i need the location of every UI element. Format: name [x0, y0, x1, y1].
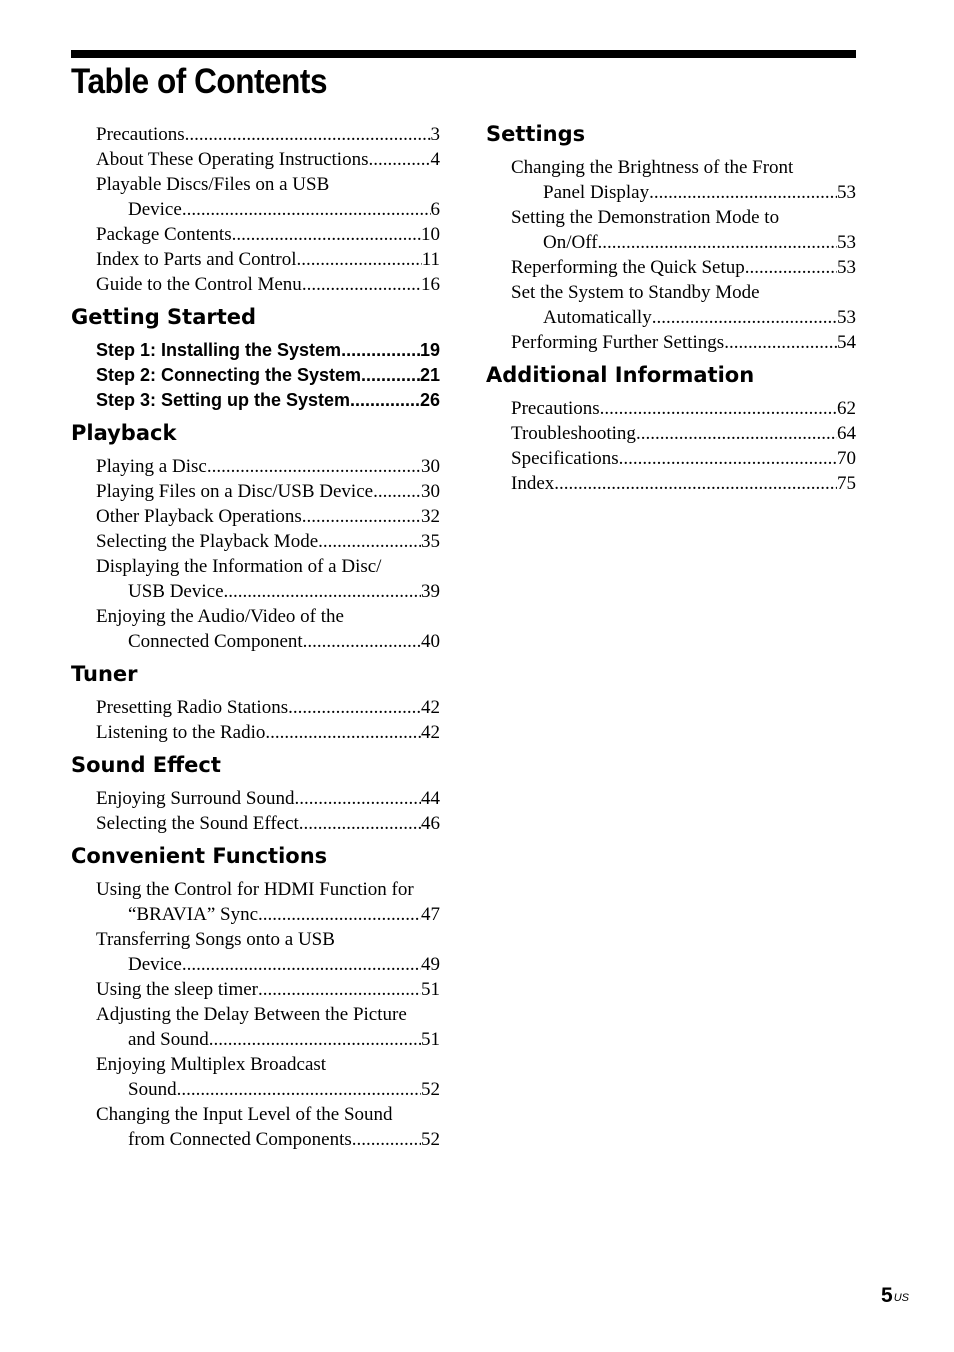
toc-entry-row	[96, 363, 440, 388]
toc-entry-text: Adjusting the Delay Between the Picture	[96, 1004, 407, 1025]
toc-page-number: 40	[421, 631, 440, 652]
toc-page-number: 53	[837, 232, 856, 253]
toc-page-number: 42	[421, 697, 440, 718]
dot-leader	[619, 446, 837, 471]
dot-leader	[185, 122, 431, 147]
toc-entry-text: Step 1: Installing the System	[96, 340, 342, 360]
toc-entry-row	[511, 396, 856, 421]
toc-entry-text: Precautions	[511, 398, 600, 419]
toc-page-number: 53	[837, 182, 856, 203]
toc-entry-row	[96, 579, 440, 604]
toc-entry-row	[96, 786, 440, 811]
toc-entry-row	[511, 471, 856, 496]
toc-entry[interactable]	[96, 554, 440, 604]
toc-page-number: 21	[419, 365, 440, 385]
toc-entry-text: Index to Parts and Control	[96, 249, 297, 270]
toc-page-number: 52	[421, 1079, 440, 1100]
toc-entry-row	[96, 952, 440, 977]
toc-page-number: 70	[837, 448, 856, 469]
toc-entry-row	[511, 180, 856, 205]
toc-entry-text: from Connected Components	[128, 1129, 352, 1150]
toc-entry-text: Index	[511, 473, 555, 494]
page-title: Table of Contents	[71, 62, 328, 101]
toc-entry[interactable]	[96, 1102, 440, 1152]
toc-entry[interactable]	[96, 504, 440, 529]
toc-entry-text: Device	[128, 199, 182, 220]
toc-entry-text: Performing Further Settings	[511, 332, 725, 353]
dot-leader	[373, 479, 421, 504]
toc-entry-text: On/Off	[543, 232, 598, 253]
toc-entry[interactable]	[96, 927, 440, 977]
toc-page-number: 3	[430, 124, 440, 145]
toc-entry[interactable]	[96, 720, 440, 745]
toc-entry-text: Connected Component	[128, 631, 303, 652]
toc-page-number: 35	[421, 531, 440, 552]
toc-entry-text: “BRAVIA” Sync	[128, 904, 259, 925]
dot-leader	[265, 720, 421, 745]
toc-entry-text: Playing a Disc	[96, 456, 207, 477]
toc-page-number: 46	[421, 813, 440, 834]
toc-entry[interactable]	[511, 446, 856, 471]
toc-page-number: 75	[837, 473, 856, 494]
toc-entry-text: Displaying the Information of a Disc/	[96, 556, 382, 577]
toc-page-number: 16	[421, 274, 440, 295]
dot-leader	[600, 396, 837, 421]
toc-entry-row	[96, 479, 440, 504]
toc-entry-text: Enjoying the Audio/Video of the	[96, 606, 344, 627]
section-heading: Getting Started	[71, 305, 257, 329]
toc-entry[interactable]	[96, 877, 440, 927]
toc-entry-text: Presetting Radio Stations	[96, 697, 289, 718]
toc-entry-text: Package Contents	[96, 224, 232, 245]
toc-entry-row	[96, 1027, 440, 1052]
toc-entry[interactable]	[511, 396, 856, 421]
toc-entry[interactable]	[96, 272, 440, 297]
dot-leader	[361, 363, 420, 388]
toc-entry[interactable]	[96, 147, 440, 172]
toc-entry-text: Sound	[128, 1079, 177, 1100]
toc-page-number: 53	[837, 307, 856, 328]
toc-page-number: 39	[421, 581, 440, 602]
dot-leader	[352, 1127, 421, 1152]
toc-entry-text: Step 2: Connecting the System	[96, 365, 362, 385]
toc-entry-text: Changing the Input Level of the Sound	[96, 1104, 393, 1125]
toc-entry-text: Automatically	[543, 307, 652, 328]
toc-entry-row	[96, 811, 440, 836]
header-rule	[71, 50, 856, 58]
toc-page-number: 49	[421, 954, 440, 975]
toc-column-left	[71, 122, 440, 1152]
toc-entry[interactable]	[96, 604, 440, 654]
toc-entry[interactable]	[96, 338, 440, 363]
dot-leader	[232, 222, 421, 247]
toc-page-number: 62	[837, 398, 856, 419]
toc-page-number: 4	[430, 149, 440, 170]
toc-entry-text: About These Operating Instructions	[96, 149, 369, 170]
toc-entry[interactable]	[96, 1002, 440, 1052]
toc-page-number: 44	[421, 788, 440, 809]
section-heading: Additional Information	[486, 363, 755, 387]
toc-page-number: 53	[837, 257, 856, 278]
dot-leader	[724, 330, 837, 355]
toc-entry-row	[96, 629, 440, 654]
toc-entry-row	[96, 504, 440, 529]
dot-leader	[636, 421, 837, 446]
toc-entry[interactable]	[96, 172, 440, 222]
dot-leader	[745, 255, 837, 280]
dot-leader	[318, 529, 421, 554]
dot-leader	[288, 695, 421, 720]
toc-entry[interactable]	[96, 695, 440, 720]
toc-entry[interactable]	[511, 280, 856, 330]
toc-page-number: 51	[421, 979, 440, 1000]
toc-entry-row	[511, 230, 856, 255]
toc-entry-text: Specifications	[511, 448, 619, 469]
toc-page-number: 10	[421, 224, 440, 245]
toc-entry-text: Using the Control for HDMI Function for	[96, 879, 414, 900]
toc-entry-row	[96, 529, 440, 554]
toc-page-number: 51	[421, 1029, 440, 1050]
toc-entry-text: Set the System to Standby Mode	[511, 282, 760, 303]
toc-entry-text: USB Device	[128, 581, 224, 602]
toc-entry-row	[96, 1077, 440, 1102]
toc-entry[interactable]	[96, 247, 440, 272]
toc-entry-row	[96, 1127, 440, 1152]
dot-leader	[302, 272, 421, 297]
dot-leader	[177, 1077, 421, 1102]
toc-page-number: 54	[837, 332, 856, 353]
toc-entry[interactable]	[96, 388, 440, 413]
section-heading: Tuner	[71, 662, 138, 686]
dot-leader	[299, 811, 421, 836]
toc-entry-row	[96, 388, 440, 413]
toc-entry-row	[96, 122, 440, 147]
dot-leader	[258, 902, 421, 927]
toc-entry-row	[96, 338, 440, 363]
toc-column-right	[486, 122, 856, 496]
toc-entry[interactable]	[96, 363, 440, 388]
dot-leader	[224, 579, 421, 604]
toc-page-number: 26	[419, 390, 440, 410]
toc-page-number: 42	[421, 722, 440, 743]
toc-entry[interactable]	[511, 155, 856, 205]
dot-leader	[652, 305, 837, 330]
toc-entry-text: Playing Files on a Disc/USB Device	[96, 481, 374, 502]
toc-entry-row	[96, 454, 440, 479]
toc-entry-row	[96, 720, 440, 745]
section-heading: Sound Effect	[71, 753, 221, 777]
toc-entry-text: Troubleshooting	[511, 423, 636, 444]
dot-leader	[182, 952, 421, 977]
section-heading: Settings	[486, 122, 586, 146]
toc-entry-text: Step 3: Setting up the System	[96, 390, 351, 410]
toc-entry-row	[96, 222, 440, 247]
toc-entry-text: Changing the Brightness of the Front	[511, 157, 794, 178]
toc-entry[interactable]	[96, 1052, 440, 1102]
toc-entry-text: Selecting the Playback Mode	[96, 531, 319, 552]
dot-leader	[350, 388, 420, 413]
toc-entry-row	[511, 446, 856, 471]
page-number-suffix: US	[893, 1292, 909, 1304]
dot-leader	[303, 629, 421, 654]
dot-leader	[368, 147, 430, 172]
toc-page-number: 47	[421, 904, 440, 925]
dot-leader	[302, 504, 421, 529]
toc-entry-row	[96, 902, 440, 927]
dot-leader	[209, 1027, 421, 1052]
toc-entry-text: Transferring Songs onto a USB	[96, 929, 335, 950]
toc-entry-text: Enjoying Multiplex Broadcast	[96, 1054, 327, 1075]
toc-entry-text: Guide to the Control Menu	[96, 274, 302, 295]
page-number-value: 5	[881, 1284, 893, 1307]
dot-leader	[182, 197, 431, 222]
toc-entry-text: Other Playback Operations	[96, 506, 302, 527]
toc-entry-row	[96, 977, 440, 1002]
toc-entry-row	[96, 247, 440, 272]
toc-page-number: 30	[421, 481, 440, 502]
toc-entry[interactable]	[96, 977, 440, 1002]
toc-entry-text: Listening to the Radio	[96, 722, 266, 743]
toc-entry-row	[511, 421, 856, 446]
toc-entry[interactable]	[511, 255, 856, 280]
dot-leader	[294, 786, 421, 811]
toc-entry[interactable]	[511, 205, 856, 255]
toc-entry-text: Setting the Demonstration Mode to	[511, 207, 780, 228]
toc-entry-text: Enjoying Surround Sound	[96, 788, 295, 809]
toc-entry[interactable]	[511, 421, 856, 446]
toc-entry[interactable]	[511, 471, 856, 496]
toc-page-number: 30	[421, 456, 440, 477]
page-number	[881, 1283, 909, 1309]
section-heading: Playback	[71, 421, 177, 445]
section-heading: Convenient Functions	[71, 844, 328, 868]
toc-entry[interactable]	[96, 222, 440, 247]
toc-entry-row	[96, 197, 440, 222]
toc-entry-text: Panel Display	[543, 182, 650, 203]
toc-entry-text: Precautions	[96, 124, 185, 145]
toc-entry[interactable]	[96, 811, 440, 836]
toc-entry-row	[511, 255, 856, 280]
toc-entry-row	[511, 305, 856, 330]
toc-entry-row	[511, 330, 856, 355]
toc-entry[interactable]	[96, 479, 440, 504]
toc-entry-row	[96, 695, 440, 720]
toc-entry-text: Using the sleep timer	[96, 979, 258, 1000]
toc-entry-row	[96, 272, 440, 297]
dot-leader	[341, 338, 420, 363]
dot-leader	[297, 247, 422, 272]
toc-entry-text: Device	[128, 954, 182, 975]
toc-page-number: 6	[430, 199, 440, 220]
toc-entry[interactable]	[96, 454, 440, 479]
toc-entry[interactable]	[511, 330, 856, 355]
toc-page-number: 52	[421, 1129, 440, 1150]
toc-entry-text: Selecting the Sound Effect	[96, 813, 299, 834]
toc-entry-text: Playable Discs/Files on a USB	[96, 174, 330, 195]
dot-leader	[207, 454, 421, 479]
toc-entry-text: Reperforming the Quick Setup	[511, 257, 745, 278]
toc-page-number: 32	[421, 506, 440, 527]
toc-page-number: 11	[421, 249, 440, 270]
toc-entry-text: and Sound	[128, 1029, 209, 1050]
dot-leader	[554, 471, 837, 496]
toc-page-number: 19	[419, 340, 440, 360]
dot-leader	[649, 180, 837, 205]
toc-page-number: 64	[837, 423, 856, 444]
toc-entry[interactable]	[96, 529, 440, 554]
dot-leader	[258, 977, 421, 1002]
toc-entry[interactable]	[96, 786, 440, 811]
toc-entry[interactable]	[96, 122, 440, 147]
toc-entry-row	[96, 147, 440, 172]
dot-leader	[598, 230, 837, 255]
